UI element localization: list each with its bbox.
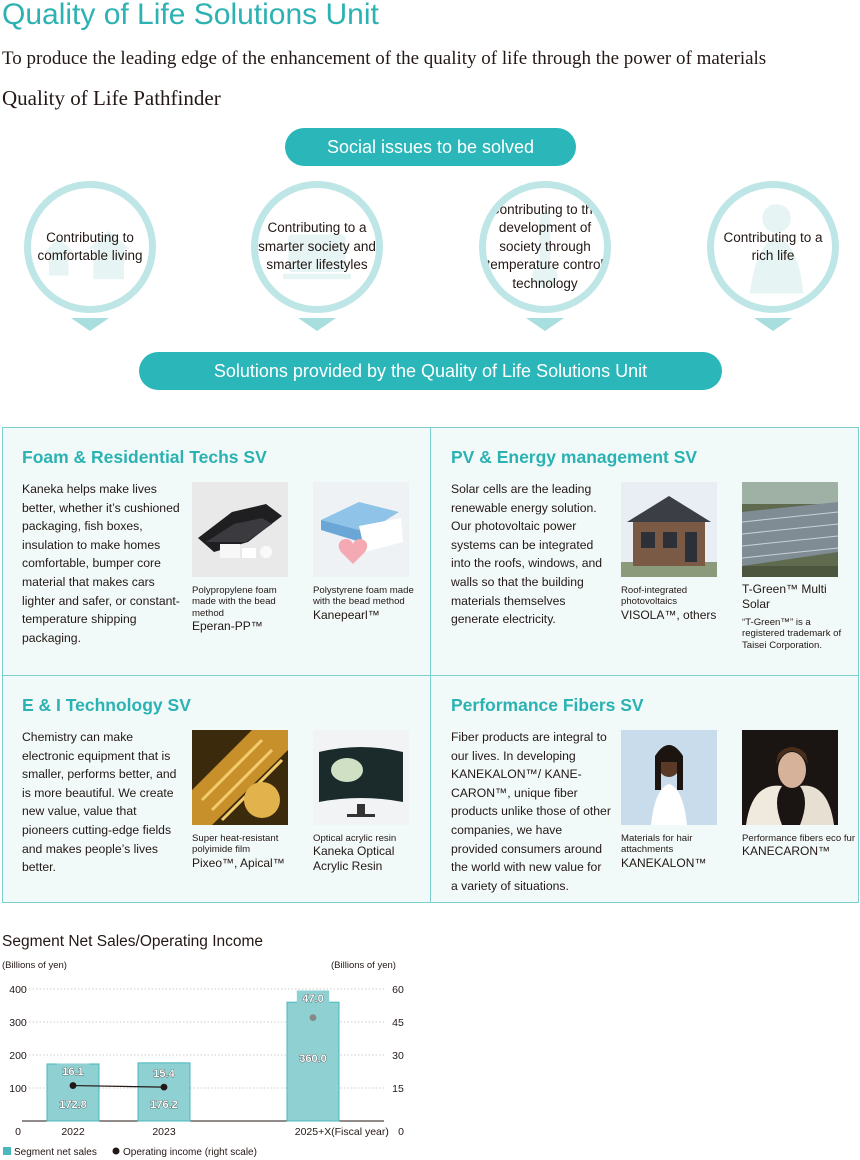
- product-caption: Polystyrene foam made with the bead method: [313, 585, 414, 608]
- product-name: T-Green™ Multi Solar: [742, 582, 827, 611]
- panel-body-foam: Kaneka helps make lives better, whether it’s cushioned packaging, fish boxes, insulation to make homes comfortable, bumper core material that makes cars lighter and safer, or constant-temperature shipping packaging.: [22, 482, 180, 645]
- issue-text: Contributing to the development of society through temperature control technology: [486, 202, 604, 291]
- kanecaron-photo: [742, 730, 838, 825]
- category-label: 2022: [61, 1126, 85, 1138]
- legend-income-label: Operating income (right scale): [123, 1147, 257, 1158]
- product-caption: Super heat-resistant polyimide film: [192, 833, 279, 856]
- acrylic-resin-photo: [313, 730, 409, 825]
- issue-text: Contributing to a smarter society and smarter lifestyles: [258, 220, 376, 273]
- arrow-down-icon: [71, 318, 109, 331]
- pixeo-photo: [192, 730, 288, 825]
- x-axis-label: (Fiscal year): [331, 1126, 389, 1138]
- kanepearl-photo: [313, 482, 409, 577]
- panel-title-ei: E & I Technology SV: [22, 695, 191, 715]
- kanekalon-photo: [621, 730, 717, 825]
- product-name: Kaneka Optical Acrylic Resin: [313, 844, 395, 873]
- panel-body-pv: Solar cells are the leading renewable energy solution. Our photovoltaic power systems can be integrated into the roofs, windows, and walls so that the building materials themselves generate electricity.: [451, 482, 603, 627]
- income-value-label: 16.1: [62, 1066, 84, 1078]
- right-axis-unit: (Billions of yen): [331, 960, 396, 971]
- issue-circle-smarter-society: [251, 181, 383, 313]
- left-axis-unit: (Billions of yen): [2, 960, 67, 971]
- kanecaron-caption-block: [742, 833, 857, 859]
- panel-body-fibers: Fiber products are integral to our lives. In developing KANEKALON™/ KANE-CARON™, unique fiber products unlike those of other companies, we have provided consumers around the world with new value for a variety of situations.: [451, 730, 611, 893]
- sales-value-label: 172.8: [59, 1099, 87, 1111]
- panel-body-ei: Chemistry can make electronic equipment that is smaller, performs better, and is more beautiful. We create new value, value that pioneers cutting-edge fields and makes people’s lives better.: [22, 730, 177, 875]
- product-name: Kanepearl™: [313, 607, 380, 622]
- product-caption: Roof-integrated photovoltaics: [621, 585, 688, 608]
- right-tick-label: 30: [392, 1050, 404, 1062]
- visola-caption-block: [621, 585, 731, 622]
- unit-subtitle: To produce the leading edge of the enhancement of the quality of life through the power of materials: [2, 48, 767, 69]
- eperan-caption-block: [192, 585, 292, 634]
- panel-title-foam: Foam & Residential Techs SV: [22, 447, 267, 467]
- sales-income-chart: [0, 975, 420, 1160]
- visola-photo: [621, 482, 717, 577]
- right-tick-label: 0: [398, 1126, 404, 1138]
- product-caption: Materials for hair attachments: [621, 833, 693, 856]
- legend-sales-swatch: [3, 1147, 11, 1155]
- sales-value-label: 360.0: [299, 1053, 327, 1065]
- issue-circle-comfortable-living: [24, 181, 156, 313]
- right-tick-label: 15: [392, 1083, 404, 1095]
- acrylic-caption-block: [313, 833, 423, 873]
- left-tick-label: 300: [9, 1017, 27, 1029]
- trademark-note: “T-Green™” is a registered trademark of Taisei Corporation.: [742, 617, 842, 651]
- pixeo-caption-block: [192, 833, 302, 870]
- income-point: [70, 1082, 77, 1089]
- chart-title: Segment Net Sales/Operating Income: [2, 933, 264, 950]
- issue-text: Contributing to comfortable living: [37, 229, 143, 263]
- arrow-down-icon: [754, 318, 792, 331]
- product-name: KANEKALON™: [621, 855, 707, 870]
- legend-income-marker: [113, 1148, 120, 1155]
- solutions-banner: [139, 352, 722, 390]
- legend-sales-label: Segment net sales: [14, 1147, 97, 1158]
- product-name: Pixeo™, Apical™: [192, 855, 285, 870]
- product-name: VISOLA™, others: [621, 607, 717, 622]
- left-tick-label: 400: [9, 984, 27, 996]
- arrow-down-icon: [526, 318, 564, 331]
- panel-divider: [2, 675, 859, 676]
- income-value-label: 15.4: [153, 1068, 175, 1080]
- social-issues-label: Social issues to be solved: [326, 136, 535, 157]
- income-value-label: 47.0: [302, 993, 324, 1005]
- pathfinder-heading: Quality of Life Pathfinder: [2, 86, 221, 110]
- tgreen-photo: [742, 482, 838, 577]
- income-point: [310, 1014, 317, 1021]
- social-issues-banner: [285, 128, 576, 166]
- product-name: KANECARON™: [742, 844, 831, 859]
- kanepearl-caption-block: [313, 585, 423, 622]
- arrow-down-icon: [298, 318, 336, 331]
- right-tick-label: 45: [392, 1017, 404, 1029]
- income-point: [161, 1084, 168, 1091]
- panel-title-fibers: Performance Fibers SV: [451, 695, 644, 715]
- solutions-label: Solutions provided by the Quality of Life Solutions Unit: [213, 360, 648, 381]
- product-caption: Performance fibers eco fur: [742, 833, 856, 844]
- issue-text: Contributing to a rich life: [723, 229, 823, 263]
- unit-title: Quality of Life Solutions Unit: [2, 0, 379, 31]
- left-tick-label: 200: [9, 1050, 27, 1062]
- left-tick-label: 0: [15, 1126, 21, 1138]
- product-caption: Optical acrylic resin: [313, 833, 397, 844]
- product-caption: Polypropylene foam made with the bead method: [192, 585, 277, 619]
- category-label: 2023: [152, 1126, 176, 1138]
- panel-title-pv: PV & Energy management SV: [451, 447, 698, 467]
- panel-divider: [430, 427, 431, 903]
- eperan-photo: [192, 482, 288, 577]
- kanekalon-caption-block: [621, 833, 731, 870]
- issue-circle-rich-life: [707, 181, 839, 313]
- right-tick-label: 60: [392, 984, 404, 996]
- issue-circle-temperature-control: [479, 181, 611, 313]
- category-label: 2025+X: [294, 1126, 332, 1138]
- sales-value-label: 176.2: [150, 1099, 178, 1111]
- tgreen-caption-block: [742, 582, 852, 651]
- product-name: Eperan-PP™: [192, 619, 263, 634]
- left-tick-label: 100: [9, 1083, 27, 1095]
